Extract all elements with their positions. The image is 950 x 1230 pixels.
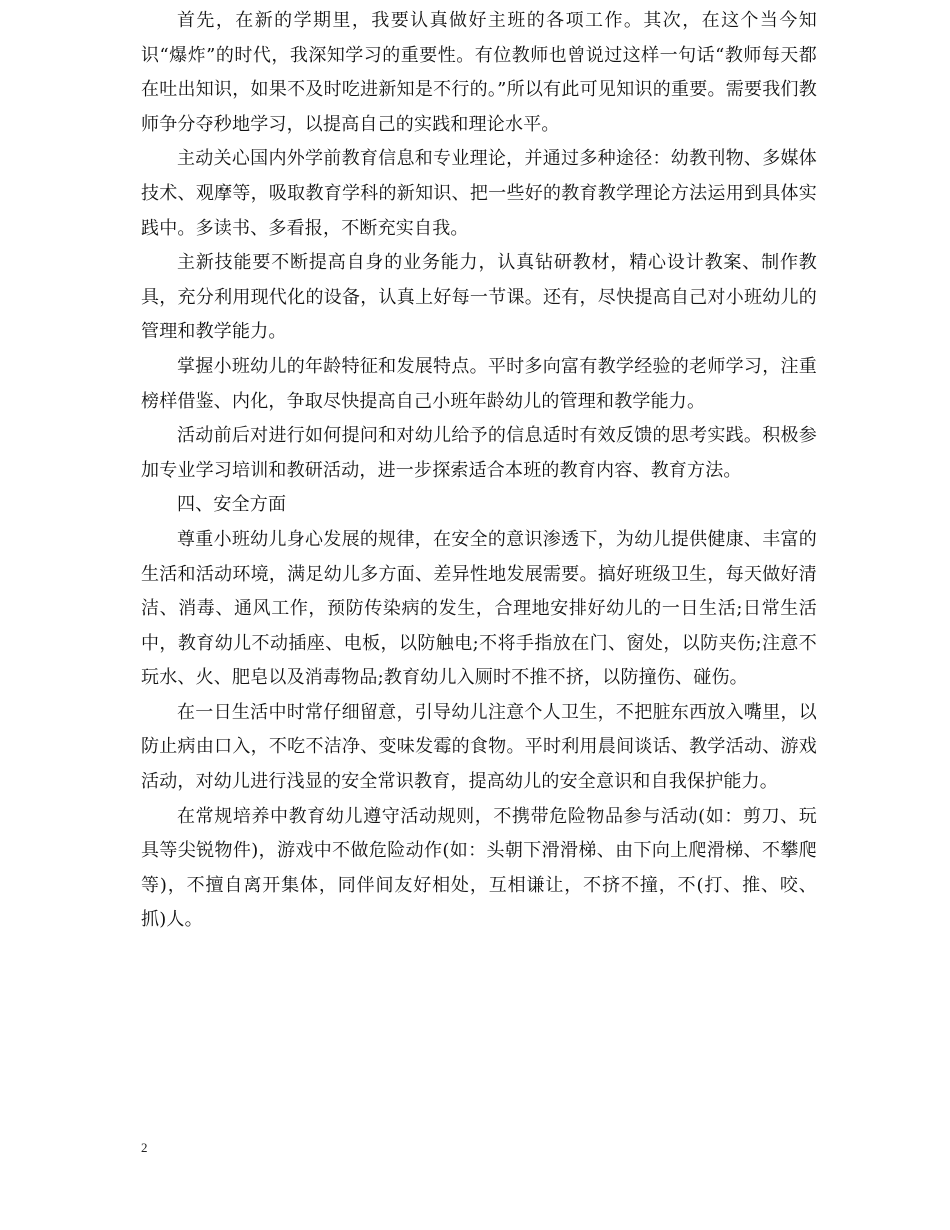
paragraph-professional-theory: 主动关心国内外学前教育信息和专业理论，并通过多种途径：幼教刊物、多媒体技术、观摩等，吸取教育学科的新知识、把一些好的教育教学理论方法运用到具体实践中。多读书、多看报，不断充实自我。: [141, 148, 817, 239]
paragraph-activity-reflection: 活动前后对进行如何提问和对幼儿给予的信息适时有效反馈的思考实践。积极参加专业学习培训和教研活动，进一步探索适合本班的教育内容、教育方法。: [141, 425, 817, 481]
paragraph-age-characteristics: 掌握小班幼儿的年龄特征和发展特点。平时多向富有教学经验的老师学习，注重榜样借鉴、内化，争取尽快提高自己小班年龄幼儿的管理和教学能力。: [141, 355, 817, 412]
paragraph-activity-rules: 在常规培养中教育幼儿遵守活动规则，不携带危险物品参与活动(如：剪刀、玩具等尖锐物件)，游戏中不做危险动作(如：头朝下滑滑梯、由下向上爬滑梯、不攀爬等)，不擅自离开集体，同伴间友好相处，互相谦让，不挤不撞，不(打、推、咬、抓)人。: [141, 805, 817, 931]
paragraph-safety-environment: 尊重小班幼儿身心发展的规律，在安全的意识渗透下，为幼儿提供健康、丰富的生活和活动环境，满足幼儿多方面、差异性地发展需要。搞好班级卫生，每天做好清洁、消毒、通风工作，预防传染病的发生，合理地安排好幼儿的一日生活;日常生活中，教育幼儿不动插座、电板，以防触电;不将手指放在门、窗处，以防夹伤;注意不玩水、火、肥皂以及消毒物品;教育幼儿入厕时不推不挤，以防撞伤、碰伤。: [141, 528, 817, 689]
page-number: 2: [141, 1140, 148, 1155]
paragraph-study-importance: 首先，在新的学期里，我要认真做好主班的各项工作。其次，在这个当今知识“爆炸”的时代，我深知学习的重要性。有位教师也曾说过这样一句话“教师每天都在吐出知识，如果不及时吃进新知是不行的。”所以有此可见知识的重要。需要我们教师争分夺秒地学习，以提高自己的实践和理论水平。: [141, 10, 817, 135]
section-heading-safety: 四、安全方面: [177, 494, 287, 516]
paragraph-daily-hygiene: 在一日生活中时常仔细留意，引导幼儿注意个人卫生，不把脏东西放入嘴里，以防止病由口入，不吃不洁净、变味发霉的食物。平时利用晨间谈话、教学活动、游戏活动，对幼儿进行浅显的安全常识教育，提高幼儿的安全意识和自我保护能力。: [141, 701, 817, 793]
paragraph-new-skills: 主新技能要不断提高自身的业务能力，认真钻研教材，精心设计教案、制作教具，充分利用现代化的设备，认真上好每一节课。还有，尽快提高自己对小班幼儿的管理和教学能力。: [141, 252, 817, 343]
document-body: [141, 4, 817, 938]
